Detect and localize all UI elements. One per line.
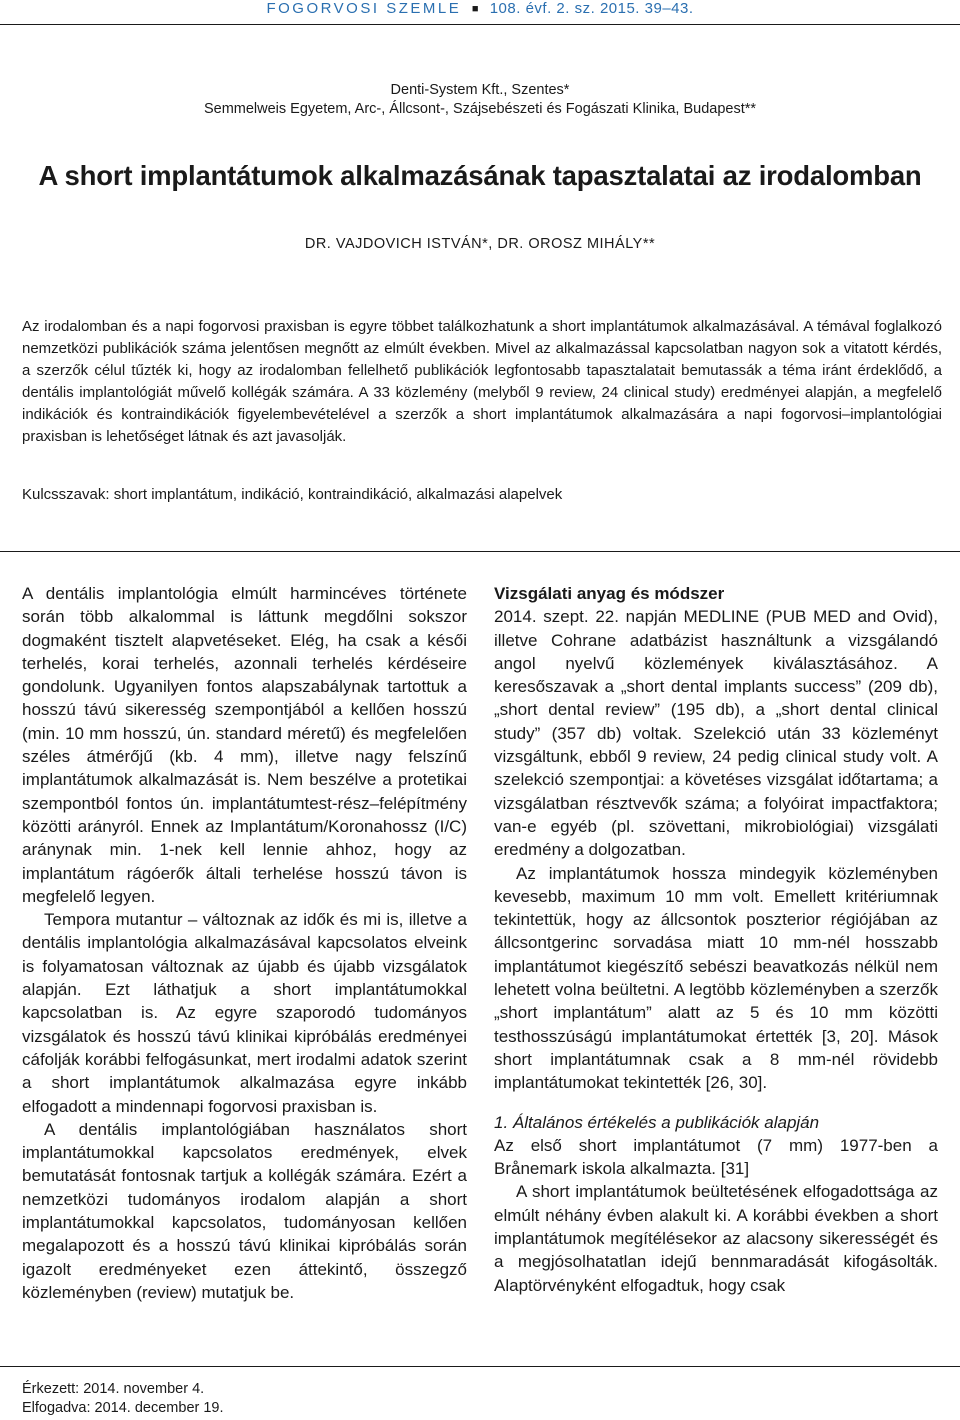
footer-rule [0, 1366, 960, 1367]
submission-dates [22, 1380, 224, 1418]
authors: DR. VAJDOVICH ISTVÁN*, DR. OROSZ MIHÁLY** [304, 236, 656, 252]
subsection-heading: 1. Általános értékelés a publikációk alapján [494, 1112, 820, 1132]
abstract: Az irodalomban és a napi fogorvosi praxisban is egyre többet találkozhatunk a short implantátumok alkalmazásával. A témával foglalkozó nemzetközi publikációk száma jelentősen megnőtt az elmúlt években. Mivel az alkalmazással kapcsolatban nagyon sok a vitatott kérdés, a szerzők célul tűzték ki, hogy az irodalomban fellelhető publikációk legfontosabb tapasztalatait bemutassák a téma iránt érdeklődő, a dentális implantológiát művelő kollégák számára. A 33 közlemény (melyből 9 review, 24 clinical study) eredményei alapján, a megfelelő indikációk és kontraindikációk figyelembevételével a szerzők a short implantátumok alkalmazására a napi fogorvosi–implantológiai praxisban is lehetőséget látnak és azt javasolják. [22, 318, 942, 445]
body-paragraph: A dentális implantológia elmúlt harmincéves története során több alkalommal is láttunk megdőlni sokszor dogmaként tisztelt alapvetéseket. Elég, ha csak a késői terhelés, korai terhelés, azonnali terhelés kérdéseire gondolunk. Ugyanilyen fontos alapszabálynak tartottuk a hosszú távú sikeresség szempontjából a kellően hosszú (min. 10 mm hosszú, ún. standard méretű) és megfelelően széles átmérőjű (kb. 4 mm), illetve nagy felszínű implantátumok alkalmazását is. Nem beszélve a protetikai szempontból fontos ún. implantátumtest-rész–felépítmény közötti arányról. Ennek az Implantátum/Koronahossz (I/C) aránynak min. 1-nek kell lennie ahhoz, hogy az implantátum rágóerők általi terhelése hosszú távon is megfelelő legyen. [22, 584, 467, 906]
journal-name: FOGORVOSI SZEMLE [266, 0, 462, 17]
accepted-date: Elfogadva: 2014. december 19. [22, 1400, 224, 1416]
body-paragraph: A dentális implantológiában használatos short implantátumokkal kapcsolatos eredmények, elvek bemutatását fontosnak tartjuk a kollégák számára. Ezért a nemzetközi tudományos irodalom alapján a short implantátumokkal kapcsolatos, tudományosan kellően megalapozott és a hosszú távú klinikai kipróbálás során igazolt eredményeket ezen áttekintő, összegző közleményben (review) mutatjuk be. [22, 1119, 467, 1302]
section-heading: Vizsgálati anyag és módszer [494, 584, 725, 603]
running-head [0, 0, 960, 26]
body-paragraph: Az első short implantátumot (7 mm) 1977-ben a Brånemark iskola alkalmazta. [31] [494, 1135, 938, 1179]
affiliation-1: Denti-System Kft., Szentes* [390, 82, 570, 98]
article-title: A short implantátumok alkalmazásának tapasztalatai az irodalomban [38, 160, 922, 191]
body-paragraph: 2014. szept. 22. napján MEDLINE (PUB MED and Ovid), illetve Cohrane adatbázist használtunk a vizsgálandó angol nyelvű közlemények kiválasztásához. A keresőszavak a „short dental implants success” (209 db), „short dental review” (195 db), a „short dental clinical study” (357 db) voltak. Szelekció után 33 közleményt vizsgáltunk, ebből 9 review, 24 pedig clinical study volt. A szelekció szempontjai: a követéses vizsgálat időtartama; a vizsgálatban résztvevők száma; a folyóirat impactfaktora; van-e egyéb (pl. szövettani, mikrobiológiai) vizsgálati eredmény a dolgozatban. [494, 607, 938, 860]
header-rule [0, 24, 960, 25]
affiliation-2: Semmelweis Egyetem, Arc-, Állcsont-, Szájsebészeti és Fogászati Klinika, Budapest** [203, 101, 757, 117]
left-column [22, 582, 467, 1304]
keywords: Kulcsszavak: short implantátum, indikáció, kontraindikáció, alkalmazási alapelvek [22, 486, 563, 503]
received-date: Érkezett: 2014. november 4. [22, 1381, 205, 1397]
body-paragraph: Az implantátumok hossza mindegyik közleményben kevesebb, maximum 10 mm volt. Emellett kritériumnak tekintettük, hogy az állcsontok poszterior régiójában az állcsontgerinc sorvadása miatt 10 mm-nél hosszabb implantátumot kiegészítő sebészi beavatkozás nélkül nem lehetett volna beültetni. A legtöbb közleményben a szerzők „short implantátum” alatt az 5 és 10 mm közötti testhosszúságú implantátumokat értették [3, 20]. Mások short implantátumnak csak a 8 mm-nél rövidebb implantátumokat tekintették [26, 30]. [494, 863, 938, 1093]
body-paragraph: A short implantátumok beültetésének elfogadottsága az elmúlt néhány évben alakult ki. A korábbi években a short implantátumok megítélésekor az alacsony sikerességét és a megjósolhatatlan idejű bennmaradását kifogásolták. Alaptörvényként elfogadtuk, hogy csak [494, 1182, 938, 1295]
issue-info: 108. évf. 2. sz. 2015. 39–43. [489, 0, 694, 17]
abstract-rule [0, 551, 960, 552]
right-column [494, 582, 938, 1297]
square-bullet-icon: ■ [471, 3, 480, 15]
body-paragraph: Tempora mutantur – változnak az idők és mi is, illetve a dentális implantológia alkalmazásával kapcsolatos elveink is folyamatosan változnak az újabb és újabb vizsgálatok alapján. Ezt láthatjuk a short implantátumokkal kapcsolatban is. Az egyre szaporodó tudományos vizsgálatok és hosszú távú klinikai kipróbálás eredményei cáfolják korábbi felfogásunkat, mert irodalmi adatok szerint a short implantátumok alkalmazása egyre inkább elfogadott a mindennapi fogorvosi praxisban is. [22, 910, 467, 1116]
